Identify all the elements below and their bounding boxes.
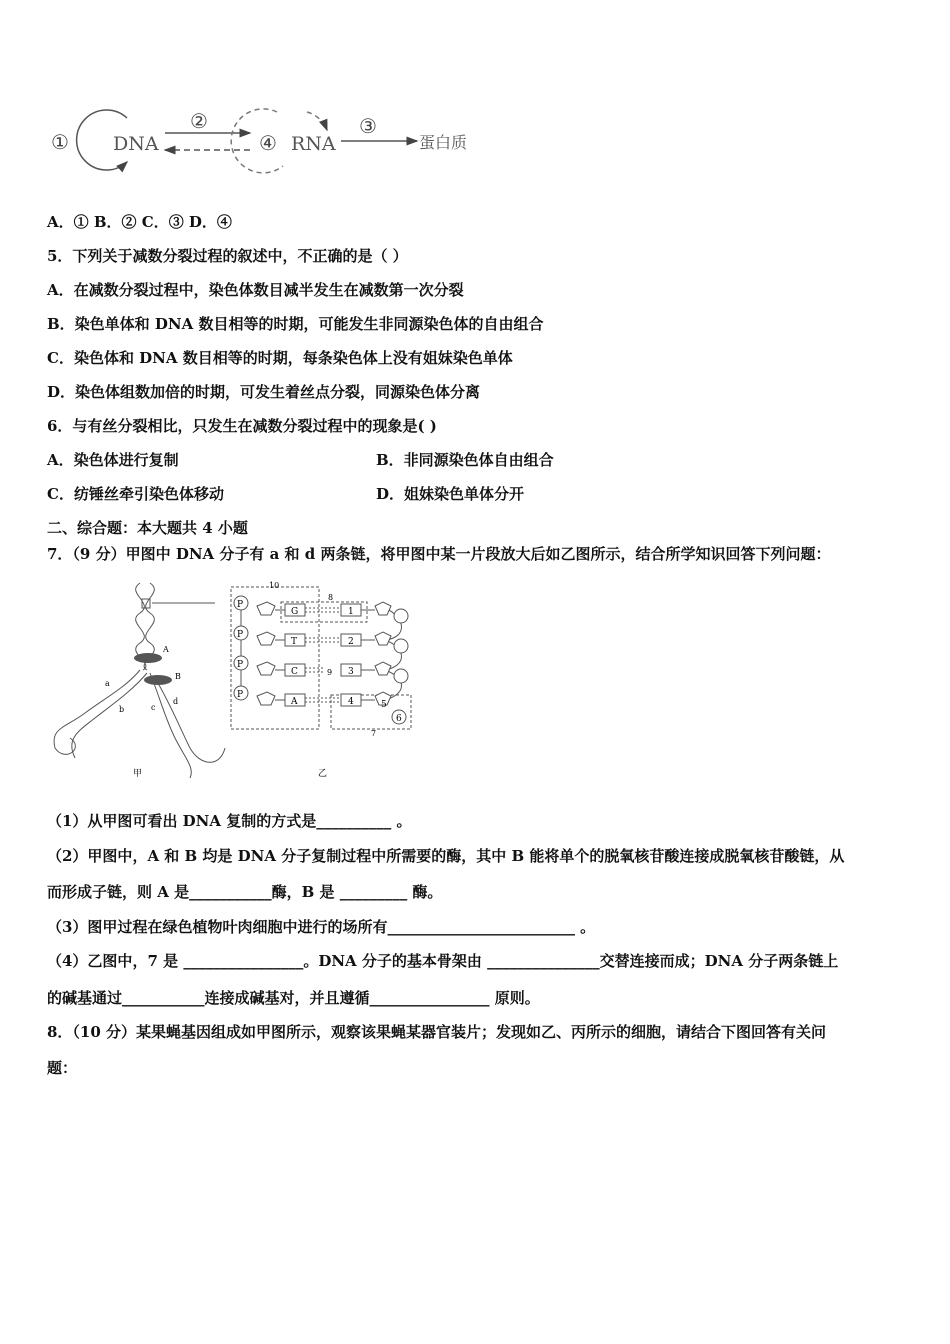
- base-left-4: A: [291, 697, 298, 707]
- yi-label-9: 9: [327, 668, 333, 677]
- q6-option-c: C．纺锤丝牵引染色体移动: [47, 485, 224, 503]
- label-rna: RNA: [291, 133, 336, 155]
- label-circle-2: ②: [190, 109, 208, 133]
- jia-caption: 甲: [133, 769, 143, 779]
- label-circle-1: ①: [51, 130, 69, 154]
- base-left-2: T: [291, 637, 298, 647]
- jia-label-A: A: [163, 645, 169, 654]
- q5-option-d: D．染色体组数加倍的时期，可发生着丝点分裂，同源染色体分离: [47, 383, 481, 401]
- jia-label-d: d: [173, 697, 179, 706]
- q6-option-d: D．姐妹染色单体分开: [376, 485, 525, 503]
- base-right-4: 4: [348, 697, 354, 707]
- base-right-2: 2: [348, 637, 354, 647]
- phosphate-label: P: [237, 690, 244, 700]
- q5-option-b: B．染色单体和 DNA 数目相等的时期，可能发生非同源染色体的自由组合: [47, 315, 544, 333]
- q7-part-2a: （2）甲图中，A 和 B 均是 DNA 分子复制过程中所需要的酶，其中 B 能将单个的脱氧核苷酸连接成脱氧核苷酸链，从: [47, 847, 845, 865]
- enzyme-b: [144, 675, 172, 685]
- yi-label-7: 7: [371, 729, 377, 738]
- figure-jia: [54, 583, 225, 778]
- right-branch: [150, 673, 191, 778]
- q7-part-2b: 而形成子链，则 A 是___________酶，B 是 _________ 酶。: [47, 883, 443, 901]
- rna-loop-arrow: [307, 112, 327, 130]
- central-dogma-figure: [45, 100, 485, 175]
- q8-stem-line2: 题：: [47, 1059, 78, 1077]
- yi-label-10: 10: [269, 581, 280, 590]
- q5-option-c: C．染色体和 DNA 数目相等的时期，每条染色体上没有姐妹染色单体: [47, 349, 513, 367]
- q5-stem: 5．下列关于减数分裂过程的叙述中，不正确的是（ ）: [47, 247, 408, 265]
- label-dna: DNA: [113, 133, 159, 155]
- label-circle-4: ④: [259, 131, 277, 155]
- base-right-3: 3: [348, 667, 354, 677]
- label-protein: 蛋白质: [419, 133, 468, 152]
- jia-label-c: c: [151, 703, 156, 712]
- base-right-1: 1: [348, 607, 354, 617]
- nucleotide-row-2: [234, 626, 408, 653]
- jia-label-a: a: [105, 679, 110, 688]
- label-circle-3: ③: [359, 114, 377, 138]
- q6-option-b: B．非同源染色体自由组合: [376, 451, 554, 469]
- q5-option-a: A．在减数分裂过程中，染色体数目减半发生在减数第一次分裂: [47, 281, 464, 299]
- base-left-3: C: [291, 667, 298, 677]
- enzyme-a: [134, 653, 162, 663]
- q4-options: A．① B．② C．③ D．④: [47, 213, 232, 231]
- phosphate-label: P: [237, 630, 244, 640]
- q8-stem-line1: 8．（10 分）某果蝇基因组成如甲图所示，观察该果蝇某器官装片；发现如乙、丙所示的细胞，请结合下图回答有关问: [47, 1023, 827, 1041]
- phosphate-label: P: [237, 600, 244, 610]
- q6-option-a: A．染色体进行复制: [47, 451, 179, 469]
- q7-part-4b: 的碱基通过___________连接成碱基对，并且遵循________________ 原则。: [47, 989, 540, 1007]
- yi-caption: 乙: [318, 769, 328, 779]
- jia-label-b: b: [119, 705, 125, 714]
- yi-label-8: 8: [328, 593, 334, 602]
- jia-label-B: B: [175, 672, 181, 681]
- q7-part-4a: （4）乙图中，7 是 ________________。DNA 分子的基本骨架由 _______________交替连接而成；DNA 分子两条链上: [47, 952, 839, 970]
- right-branch-2: [155, 678, 225, 762]
- q7-figure: [45, 578, 425, 783]
- q7-part-3: （3）图甲过程在绿色植物叶肉细胞中进行的场所有_________________________ 。: [47, 918, 596, 936]
- base-left-1: G: [291, 607, 299, 617]
- phosphate-label: P: [237, 660, 244, 670]
- nucleotide-row-1: [234, 596, 408, 623]
- q6-stem: 6．与有丝分裂相比，只发生在减数分裂过程中的现象是( ): [47, 417, 437, 435]
- q7-stem: 7．（9 分）甲图中 DNA 分子有 a 和 d 两条链，将甲图中某一片段放大后如乙图所示，结合所学知识回答下列问题：: [47, 545, 831, 563]
- nucleotide-row-3: [234, 656, 408, 683]
- yi-label-6: 6: [396, 714, 402, 724]
- section-heading: 二、综合题：本大题共 4 小题: [47, 519, 248, 537]
- q7-part-1: （1）从甲图可看出 DNA 复制的方式是__________ 。: [47, 812, 412, 830]
- left-branch: [54, 670, 140, 754]
- yi-label-5: 5: [381, 700, 387, 710]
